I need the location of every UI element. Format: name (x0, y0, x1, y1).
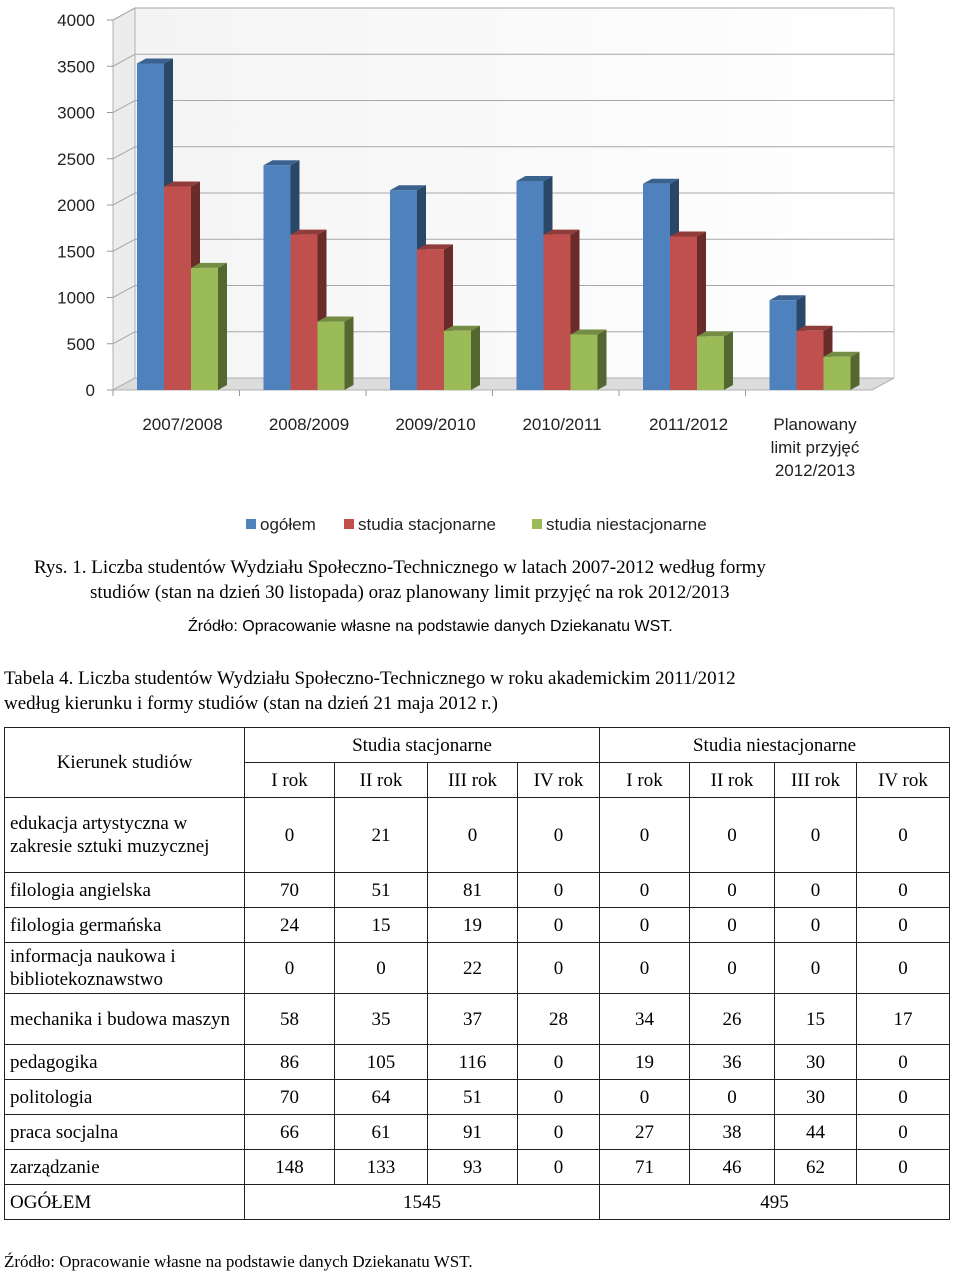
table-cell: 0 (857, 798, 950, 873)
table-cell: 34 (600, 994, 690, 1045)
table-cell: 0 (518, 873, 600, 908)
bar (137, 63, 164, 390)
legend-swatch (344, 519, 354, 529)
table-cell: 36 (690, 1045, 775, 1080)
table-cell: 86 (245, 1045, 335, 1080)
total-label: OGÓŁEM (5, 1185, 245, 1220)
x-tick-label: Planowany (773, 415, 857, 434)
table-cell: 0 (857, 1045, 950, 1080)
table-cell: 0 (518, 908, 600, 943)
table-source: Źródło: Opracowanie własne na podstawie danych Dziekanatu WST. (4, 1252, 473, 1271)
legend-swatch (246, 519, 256, 529)
x-tick-label: 2011/2012 (648, 415, 729, 434)
y-tick-label: 3000 (57, 103, 95, 123)
year-header: III rok (428, 763, 518, 798)
table-cell: 0 (600, 908, 690, 943)
legend-swatch (532, 519, 542, 529)
header-stacjonarne: Studia stacjonarne (245, 728, 600, 763)
table-cell: 93 (428, 1150, 518, 1185)
y-tick-label: 1000 (57, 288, 95, 308)
legend-label: studia stacjonarne (358, 515, 496, 534)
bar (517, 181, 544, 390)
bar (544, 235, 571, 390)
table-cell: 0 (857, 1115, 950, 1150)
table-cell: 66 (245, 1115, 335, 1150)
table-cell: 0 (600, 943, 690, 994)
bar (697, 336, 724, 390)
table-cell: 0 (428, 798, 518, 873)
y-tick-label: 2000 (57, 196, 95, 215)
table-cell: 44 (775, 1115, 857, 1150)
table-cell: 17 (857, 994, 950, 1045)
bar (318, 322, 345, 390)
legend-label: ogółem (260, 515, 316, 534)
table-cell: 19 (428, 908, 518, 943)
bar (444, 331, 471, 390)
table-cell: 81 (428, 873, 518, 908)
figure-caption (34, 555, 934, 605)
table-cell: 24 (245, 908, 335, 943)
table-cell: 0 (518, 1150, 600, 1185)
table-cell: 30 (775, 1080, 857, 1115)
table-caption-line-1: Tabela 4. Liczba studentów Wydziału Społeczno-Technicznego w roku akademickim 2011/2012 (4, 668, 736, 689)
year-header: IV rok (857, 763, 950, 798)
bar-side (851, 352, 860, 390)
bar-side (724, 331, 733, 390)
table-cell: 0 (857, 1150, 950, 1185)
row-kierunek: filologia angielska (5, 873, 245, 908)
table-cell: 0 (518, 943, 600, 994)
legend-label: studia niestacjonarne (546, 515, 707, 534)
table-cell: 0 (518, 1080, 600, 1115)
table-cell: 27 (600, 1115, 690, 1150)
figure-source: Źródło: Opracowanie własne na podstawie danych Dziekanatu WST. (188, 618, 673, 635)
bar (191, 268, 218, 390)
table-cell: 15 (335, 908, 428, 943)
table-cell: 0 (775, 908, 857, 943)
table-cell: 0 (775, 873, 857, 908)
table-cell: 105 (335, 1045, 428, 1080)
table-caption (4, 666, 944, 716)
table-cell: 0 (518, 1045, 600, 1080)
table-cell: 91 (428, 1115, 518, 1150)
row-kierunek: informacja naukowa i bibliotekoznawstwo (5, 943, 245, 994)
bar (797, 331, 824, 390)
figure-caption-line-2: studiów (stan na dzień 30 listopada) oraz planowany limit przyjęć na rok 2012/2013 (90, 582, 730, 603)
y-tick-label: 500 (66, 334, 95, 354)
row-kierunek: filologia germańska (5, 908, 245, 943)
header-kierunek: Kierunek studiów (5, 728, 245, 798)
table-cell: 21 (335, 798, 428, 873)
table-row (5, 994, 950, 1045)
table-cell: 26 (690, 994, 775, 1045)
table-cell: 0 (857, 1080, 950, 1115)
students-table (4, 727, 950, 1220)
table-row (5, 1045, 950, 1080)
row-kierunek: mechanika i budowa maszyn (5, 994, 245, 1045)
table-cell: 0 (857, 908, 950, 943)
table-cell: 0 (600, 873, 690, 908)
year-header: II rok (690, 763, 775, 798)
table-cell: 70 (245, 1080, 335, 1115)
table-cell: 148 (245, 1150, 335, 1185)
table-cell: 64 (335, 1080, 428, 1115)
row-kierunek: praca socjalna (5, 1115, 245, 1150)
table-cell: 116 (428, 1045, 518, 1080)
table-cell: 0 (690, 943, 775, 994)
row-kierunek: edukacja artystyczna w zakresie sztuki muzycznej (5, 798, 245, 873)
x-tick-label: 2009/2010 (395, 415, 476, 434)
table-row (5, 943, 950, 994)
total-stacjonarne: 1545 (245, 1185, 600, 1220)
table-cell: 38 (690, 1115, 775, 1150)
year-header: IV rok (518, 763, 600, 798)
table-cell: 0 (518, 1115, 600, 1150)
table-row (5, 873, 950, 908)
bar (643, 184, 670, 390)
table-cell: 58 (245, 994, 335, 1045)
row-kierunek: pedagogika (5, 1045, 245, 1080)
table-row (5, 908, 950, 943)
y-tick-label: 0 (85, 381, 95, 400)
y-tick-label: 2500 (57, 149, 95, 169)
table-cell: 15 (775, 994, 857, 1045)
table-cell: 37 (428, 994, 518, 1045)
bar (164, 187, 191, 391)
year-header: II rok (335, 763, 428, 798)
table-cell: 0 (690, 873, 775, 908)
table-cell: 22 (428, 943, 518, 994)
table-cell: 35 (335, 994, 428, 1045)
bar (291, 235, 318, 390)
bar (264, 165, 291, 390)
table-cell: 70 (245, 873, 335, 908)
table-cell: 0 (775, 943, 857, 994)
table-cell: 0 (690, 1080, 775, 1115)
year-header: III rok (775, 763, 857, 798)
bar-side (218, 263, 227, 390)
y-tick-label: 3500 (57, 57, 95, 77)
table-cell: 0 (857, 943, 950, 994)
row-kierunek: zarządzanie (5, 1150, 245, 1185)
table-cell: 19 (600, 1045, 690, 1080)
table-row (5, 798, 950, 873)
row-kierunek: politologia (5, 1080, 245, 1115)
year-header: I rok (245, 763, 335, 798)
bar-side (471, 326, 480, 390)
bar-side (345, 317, 354, 390)
table-cell: 0 (690, 798, 775, 873)
table-cell: 0 (775, 798, 857, 873)
table-cell: 0 (245, 798, 335, 873)
table-row (5, 1150, 950, 1185)
table-cell: 46 (690, 1150, 775, 1185)
table-cell: 51 (335, 873, 428, 908)
table-cell: 0 (857, 873, 950, 908)
total-row (5, 1185, 950, 1220)
table-cell: 28 (518, 994, 600, 1045)
table-cell: 51 (428, 1080, 518, 1115)
bar (390, 190, 417, 390)
bar-chart (0, 0, 960, 545)
year-header: I rok (600, 763, 690, 798)
bar (670, 236, 697, 390)
y-tick-label: 1500 (57, 242, 95, 262)
table-cell: 0 (335, 943, 428, 994)
x-tick-label: 2007/2008 (142, 415, 223, 434)
table-cell: 0 (518, 798, 600, 873)
header-niestacjonarne: Studia niestacjonarne (600, 728, 950, 763)
table-cell: 0 (245, 943, 335, 994)
table-row (5, 1115, 950, 1150)
total-niestacjonarne: 495 (600, 1185, 950, 1220)
figure-caption-line-1: Rys. 1. Liczba studentów Wydziału Społeczno-Technicznego w latach 2007-2012 według formy (34, 557, 766, 578)
table-cell: 61 (335, 1115, 428, 1150)
y-tick-label: 4000 (57, 11, 95, 30)
bar (770, 300, 797, 390)
x-tick-label: 2008/2009 (268, 415, 350, 434)
table-caption-line-2: według kierunku i formy studiów (stan na dzień 21 maja 2012 r.) (4, 693, 498, 714)
x-tick-label: limit przyjęć (770, 438, 860, 457)
table-cell: 0 (690, 908, 775, 943)
table-cell: 62 (775, 1150, 857, 1185)
x-tick-label: 2012/2013 (774, 461, 856, 480)
table-cell: 0 (600, 1080, 690, 1115)
table-cell: 0 (600, 798, 690, 873)
table-cell: 133 (335, 1150, 428, 1185)
table-row (5, 1080, 950, 1115)
bar (417, 249, 444, 390)
table-cell: 30 (775, 1045, 857, 1080)
bar-side (598, 330, 607, 391)
x-tick-label: 2010/2011 (522, 415, 602, 434)
bar (571, 335, 598, 391)
table-cell: 71 (600, 1150, 690, 1185)
bar (824, 357, 851, 390)
